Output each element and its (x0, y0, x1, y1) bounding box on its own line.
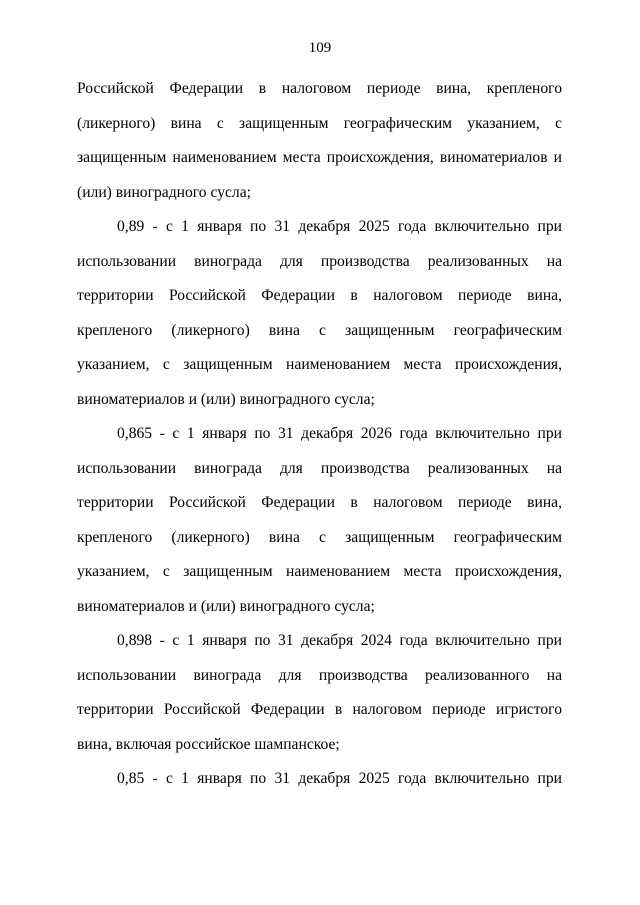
paragraph-text: 0,85 - с 1 января по 31 декабря 2025 года включительно при (117, 770, 562, 787)
paragraph-rate-085 (77, 762, 562, 797)
paragraph-rate-0898 (77, 624, 562, 762)
paragraph-rate-089 (77, 210, 562, 417)
paragraph-continuation: Российской Федерации в налоговом периоде вина, крепленого (ликерного) вина с защищенным географическим указанием, с защищенным наименованием места происхождения, виноматериалов и (или) виноградного сусла; (77, 80, 562, 201)
paragraph-text: 0,898 - с 1 января по 31 декабря 2024 года включительно при использовании винограда для производства реализованного на территории Российской Федерации в налоговом периоде игристого вина, включая российское шампанское; (77, 632, 562, 753)
paragraph-rate-0865 (77, 417, 562, 624)
paragraph-text: 0,89 - с 1 января по 31 декабря 2025 года включительно при использовании винограда для производства реализованных на территории Российской Федерации в налоговом периоде вина, крепленого (ликерного) вина с защищенным географическим указанием, с защищенным наименованием места происхождения, виноматериалов и (или) виноградного сусла; (77, 218, 562, 408)
page-number: 109 (308, 40, 332, 56)
document-body (77, 72, 562, 797)
paragraph-text: 0,865 - с 1 января по 31 декабря 2026 года включительно при использовании винограда для производства реализованных на территории Российской Федерации в налоговом периоде вина, крепленого (ликерного) вина с защищенным географическим указанием, с защищенным наименованием места происхождения, виноматериалов и (или) виноградного сусла; (77, 425, 562, 615)
